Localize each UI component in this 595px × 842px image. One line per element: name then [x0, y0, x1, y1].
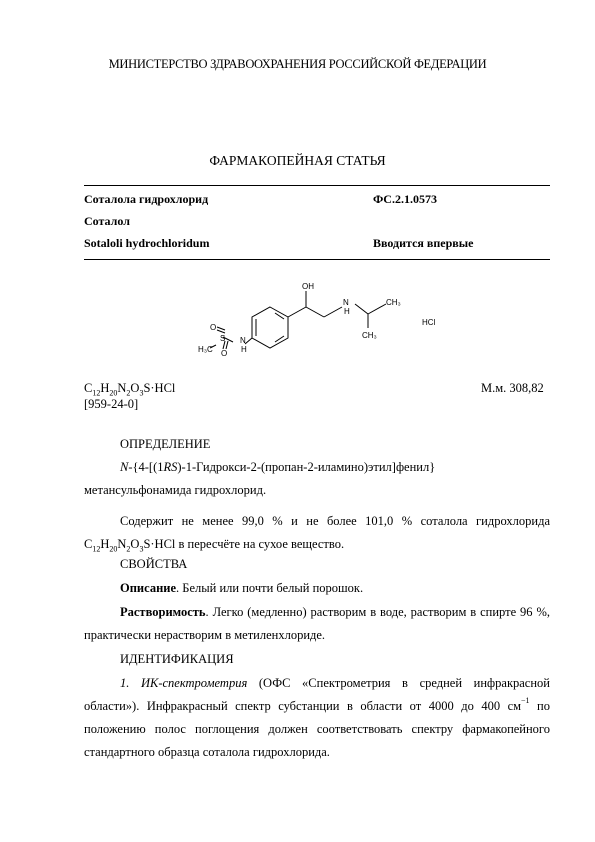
cas-number: [959-24-0] [84, 397, 139, 411]
methyl-h3c-label: H₃C [198, 345, 213, 354]
fs-number: ФС.2.1.0573 [373, 192, 437, 206]
document-title: ФАРМАКОПЕЙНАЯ СТАТЬЯ [209, 153, 386, 168]
methyl-label-b: CH₃ [362, 331, 377, 340]
solubility-paragraph: Растворимость. Легко (медленно) растворим в воде, растворим в спирте 96 %, практически нерастворим в метиленхлориде. [84, 605, 550, 642]
table-top-rule [84, 185, 550, 186]
sulfur-label: S [220, 334, 226, 343]
substance-latin-name: Sotaloli hydrochloridum [84, 236, 210, 250]
sulfonyl-o-top-label: O [210, 323, 217, 332]
ministry-header: МИНИСТЕРСТВО ЗДРАВООХРАНЕНИЯ РОССИЙСКОЙ ФЕДЕРАЦИИ [108, 57, 487, 71]
identification-heading: ИДЕНТИФИКАЦИЯ [120, 652, 234, 666]
content-requirement: Содержит не менее 99,0 % и не более 101,0 % соталола гидрохлорида $C_{12}H_{20}N_2O_3S\cdot HCl$ в пересчёте на сухое вещество. [84, 514, 550, 554]
sulfonyl-o-bottom-label: O [221, 349, 228, 358]
chemical-name-line2: метансульфонамида гидрохлорид. [84, 483, 267, 497]
structural-formula [190, 274, 450, 374]
substance-name: Соталола гидрохлорид [84, 192, 209, 206]
properties-heading: СВОЙСТВА [120, 557, 188, 571]
methyl-label-a: CH₃ [386, 298, 401, 307]
description-paragraph: Описание. Белый или почти белый порошок. [120, 581, 364, 595]
amine-n-label: N [343, 298, 349, 307]
sulfonamide-h-label: H [241, 345, 247, 354]
hcl-label: HCl [422, 318, 436, 327]
definition-heading: ОПРЕДЕЛЕНИЕ [120, 437, 211, 451]
article-status: Вводится впервые [373, 236, 474, 250]
table-bottom-rule [84, 259, 550, 260]
chemical-name-line1: N-{4-[(1RS)-1-Гидрокси-2-(пропан-2-иламино)этил]фенил} [120, 460, 436, 474]
sulfonamide-n-label: N [240, 336, 246, 345]
definition-chemical-name [84, 456, 550, 502]
substance-short-name: Соталол [84, 214, 130, 228]
molecular-mass: М.м. 308,82 [481, 381, 544, 395]
ir-spectrometry-paragraph: 1. ИК-спектрометрия (ОФС «Спектрометрия в средней инфракрасной области»). Инфракрасный спектр субстанции в области от 4000 до 400 $см^{-1}$ по положению полос поглощения должен соответствовать спектру фармакопейного стандартного образца соталола гидрохлорида. [84, 676, 550, 759]
molecular-formula: $C_{12}H_{20}N_2O_3S\cdot HCl$ [84, 381, 176, 398]
oh-label: OH [302, 282, 314, 291]
amine-h-label: H [344, 307, 350, 316]
